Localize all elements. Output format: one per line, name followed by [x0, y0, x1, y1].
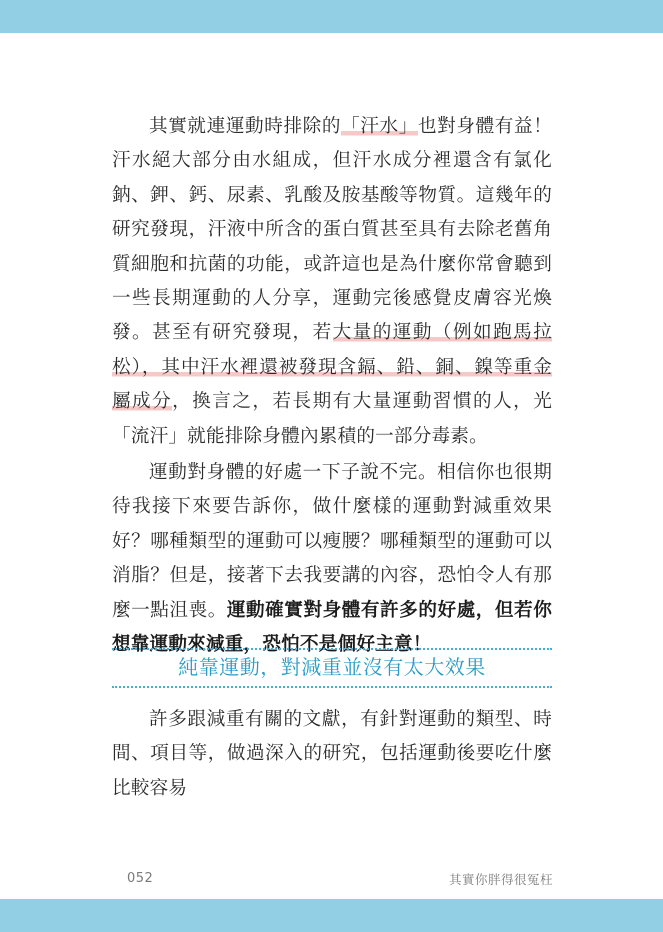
paragraph-text: ，換言之，若長期有大量運動習慣的人，光「流汗」就能排除身體內累積的一部分毒素。: [112, 391, 552, 447]
section-heading: [112, 648, 552, 689]
article-body-continued: [112, 703, 552, 806]
paragraph-research: 許多跟減重有關的文獻，有針對運動的類型、時間、項目等，做過深入的研究，包括運動後要吃什麼比較容易: [112, 709, 552, 799]
paragraph-text: 也對身體有益！汗水絕大部分由水組成，但汗水成分裡還含有氯化鈉、鉀、鈣、尿素、乳酸及胺基酸等物質。這幾年的研究發現，汗液中所含的蛋白質甚至具有去除老舊角質細胞和抗菌的功能，或許這也是為什麼你常會聽到一些長期運動的人分享，運動完後感覺皮膚容光煥發。甚至有研究發現，若: [112, 116, 552, 344]
section-title: 純靠運動，對減重並沒有太大效果: [178, 655, 486, 679]
highlighted-sweat: 「汗水」: [341, 116, 418, 137]
divider-bottom: [112, 686, 552, 688]
bold-statement: 運動確實對身體有許多的好處，但若你想靠運動來減重，恐怕不是個好主意！: [112, 599, 552, 656]
page-number: 052: [127, 871, 154, 886]
book-title: 其實你胖得很冤枉: [448, 872, 553, 887]
paragraph-text: 運動對身體的好處一下子說不完。相信你也很期待我接下來要告訴你，做什麼樣的運動對減重效果好？哪種類型的運動可以瘦腰？哪種類型的運動可以消脂？但是，接著下去我要講的內容，恐怕令人有那麼一點沮喪。: [112, 462, 552, 621]
bottom-color-band: [0, 899, 663, 932]
paragraph-sweat-benefits: [112, 110, 552, 454]
article-body: [112, 110, 552, 663]
highlighted-heavy-metals: 大量的運動（例如跑馬拉松），其中汗水裡還被發現含鎘、鉛、銅、鎳等重金屬成分: [112, 322, 553, 413]
divider-top: [112, 648, 552, 650]
paragraph-exercise-weight-loss: [112, 456, 552, 662]
paragraph-text: 其實就連運動時排除的: [149, 116, 342, 137]
top-color-band: [0, 0, 663, 33]
